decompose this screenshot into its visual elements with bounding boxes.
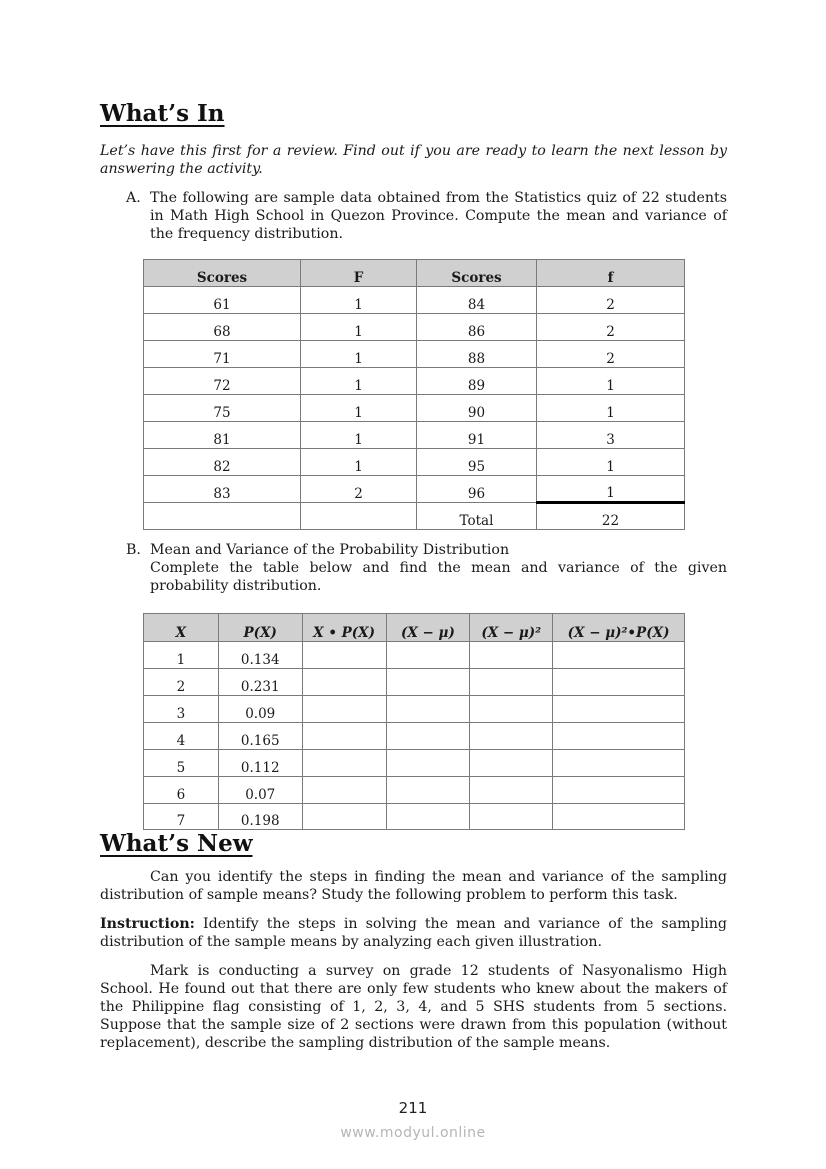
cell-blank[interactable]: [386, 696, 470, 723]
cell: 81: [144, 422, 301, 449]
table-row: [144, 395, 685, 422]
cell-x: 7: [144, 804, 219, 830]
intro-text: Let’s have this first for a review. Find out if you are ready to learn the next lesson by answering the activity.: [100, 143, 727, 177]
cell: 82: [144, 449, 301, 476]
cell-blank[interactable]: [470, 723, 553, 750]
cell-x: 4: [144, 723, 219, 750]
header-x-minus-mu-squared-times-px: (X − μ)²•P(X): [553, 614, 685, 642]
cell-blank[interactable]: [302, 723, 386, 750]
probability-table: [143, 613, 685, 830]
table-row: [144, 669, 685, 696]
cell-blank[interactable]: [553, 723, 685, 750]
cell-blank[interactable]: [302, 804, 386, 830]
cell-blank[interactable]: [470, 669, 553, 696]
cell: 1: [301, 422, 417, 449]
cell: 86: [417, 314, 537, 341]
cell-empty: [301, 503, 417, 530]
instruction-label: Instruction:: [100, 916, 195, 932]
cell-blank[interactable]: [386, 777, 470, 804]
cell: 1: [301, 314, 417, 341]
cell-px: 0.112: [218, 750, 302, 777]
cell-px: 0.165: [218, 723, 302, 750]
cell-x: 6: [144, 777, 219, 804]
cell: 71: [144, 341, 301, 368]
cell: 75: [144, 395, 301, 422]
cell-px: 0.231: [218, 669, 302, 696]
cell: 61: [144, 287, 301, 314]
cell: 1: [301, 449, 417, 476]
cell-x: 1: [144, 642, 219, 669]
item-b-text: Complete the table below and find the mean and variance of the given probability distribution.: [150, 560, 727, 594]
total-value: 22: [537, 503, 685, 530]
cell: 3: [537, 422, 685, 449]
instruction-paragraph: [100, 915, 727, 951]
cell: 2: [537, 341, 685, 368]
cell-blank[interactable]: [386, 723, 470, 750]
header-f-2: f: [537, 260, 685, 287]
cell-px: 0.134: [218, 642, 302, 669]
frequency-table: [143, 259, 685, 530]
cell: 84: [417, 287, 537, 314]
header-x-times-px: X • P(X): [302, 614, 386, 642]
cell: 83: [144, 476, 301, 503]
cell-blank[interactable]: [386, 804, 470, 830]
section-title-whats-new: What’s New: [100, 830, 253, 857]
table-row: [144, 449, 685, 476]
cell: 89: [417, 368, 537, 395]
cell-blank[interactable]: [302, 750, 386, 777]
instruction-text: Identify the steps in solving the mean and variance of the sampling distribution of the sample means by analyzing each given illustration.: [100, 916, 727, 950]
table-row: [144, 642, 685, 669]
header-scores-2: Scores: [417, 260, 537, 287]
cell: 1: [537, 476, 685, 503]
cell: 1: [537, 395, 685, 422]
cell: 95: [417, 449, 537, 476]
table-row: [144, 804, 685, 830]
cell-x: 5: [144, 750, 219, 777]
cell-blank[interactable]: [470, 696, 553, 723]
cell-blank[interactable]: [302, 696, 386, 723]
cell: 1: [537, 368, 685, 395]
table-row: [144, 368, 685, 395]
cell: 1: [301, 341, 417, 368]
table-row: [144, 750, 685, 777]
cell-blank[interactable]: [386, 750, 470, 777]
cell-blank[interactable]: [553, 669, 685, 696]
table-row: [144, 696, 685, 723]
header-x-minus-mu-squared: (X − μ)²: [470, 614, 553, 642]
cell: 2: [537, 314, 685, 341]
cell: 1: [301, 395, 417, 422]
cell-px: 0.07: [218, 777, 302, 804]
cell-blank[interactable]: [553, 696, 685, 723]
cell-x: 2: [144, 669, 219, 696]
table-row: [144, 476, 685, 503]
cell: 91: [417, 422, 537, 449]
cell: 2: [301, 476, 417, 503]
item-a-label: A.: [126, 190, 141, 206]
cell: 1: [301, 368, 417, 395]
header-f-1: F: [301, 260, 417, 287]
cell-x: 3: [144, 696, 219, 723]
cell: 2: [537, 287, 685, 314]
cell-blank[interactable]: [470, 777, 553, 804]
item-a-text: The following are sample data obtained from the Statistics quiz of 22 students in Math High School in Quezon Province. Compute the mean and variance of the frequency distribution.: [150, 190, 727, 242]
problem-paragraph: Mark is conducting a survey on grade 12 students of Nasyonalismo High School. He found out that there are only few students who knew about the makers of the Philippine flag consisting of 1, 2, 3, 4, and 5 SHS students from 5 sections. Suppose that the sample size of 2 sections were drawn from this population (without replacement), describe the sampling distribution of the sample means.: [100, 963, 727, 1051]
table-row: [144, 723, 685, 750]
cell-blank[interactable]: [302, 777, 386, 804]
header-scores-1: Scores: [144, 260, 301, 287]
cell: 88: [417, 341, 537, 368]
total-label: Total: [417, 503, 537, 530]
cell-blank[interactable]: [553, 804, 685, 830]
cell-blank[interactable]: [553, 750, 685, 777]
section-title-whats-in: What’s In: [100, 100, 225, 127]
table-row: [144, 422, 685, 449]
cell: 1: [537, 449, 685, 476]
cell-blank[interactable]: [386, 642, 470, 669]
cell-px: 0.198: [218, 804, 302, 830]
cell: 72: [144, 368, 301, 395]
cell: 90: [417, 395, 537, 422]
cell-blank[interactable]: [470, 642, 553, 669]
table-row: [144, 777, 685, 804]
item-b-label: B.: [126, 542, 141, 558]
page-number: 211: [398, 1099, 428, 1117]
cell-blank[interactable]: [470, 750, 553, 777]
cell-blank[interactable]: [386, 669, 470, 696]
cell: 96: [417, 476, 537, 503]
cell: 1: [301, 287, 417, 314]
header-px: P(X): [218, 614, 302, 642]
cell-blank[interactable]: [470, 804, 553, 830]
table-row: [144, 287, 685, 314]
cell-blank[interactable]: [553, 642, 685, 669]
item-b-title: Mean and Variance of the Probability Distribution: [150, 542, 510, 558]
website-watermark: www.modyul.online: [340, 1125, 486, 1141]
table-row: [144, 341, 685, 368]
cell-empty: [144, 503, 301, 530]
cell-blank[interactable]: [553, 777, 685, 804]
table-header-row: [144, 260, 685, 287]
cell-blank[interactable]: [302, 642, 386, 669]
header-x: X: [144, 614, 219, 642]
total-row: [144, 503, 685, 530]
cell: 68: [144, 314, 301, 341]
header-x-minus-mu: (X − μ): [386, 614, 470, 642]
whats-new-intro: Can you identify the steps in finding the mean and variance of the sampling distribution of sample means? Study the following problem to perform this task.: [100, 869, 727, 903]
table-header-row: [144, 614, 685, 642]
table-row: [144, 314, 685, 341]
cell-px: 0.09: [218, 696, 302, 723]
cell-blank[interactable]: [302, 669, 386, 696]
